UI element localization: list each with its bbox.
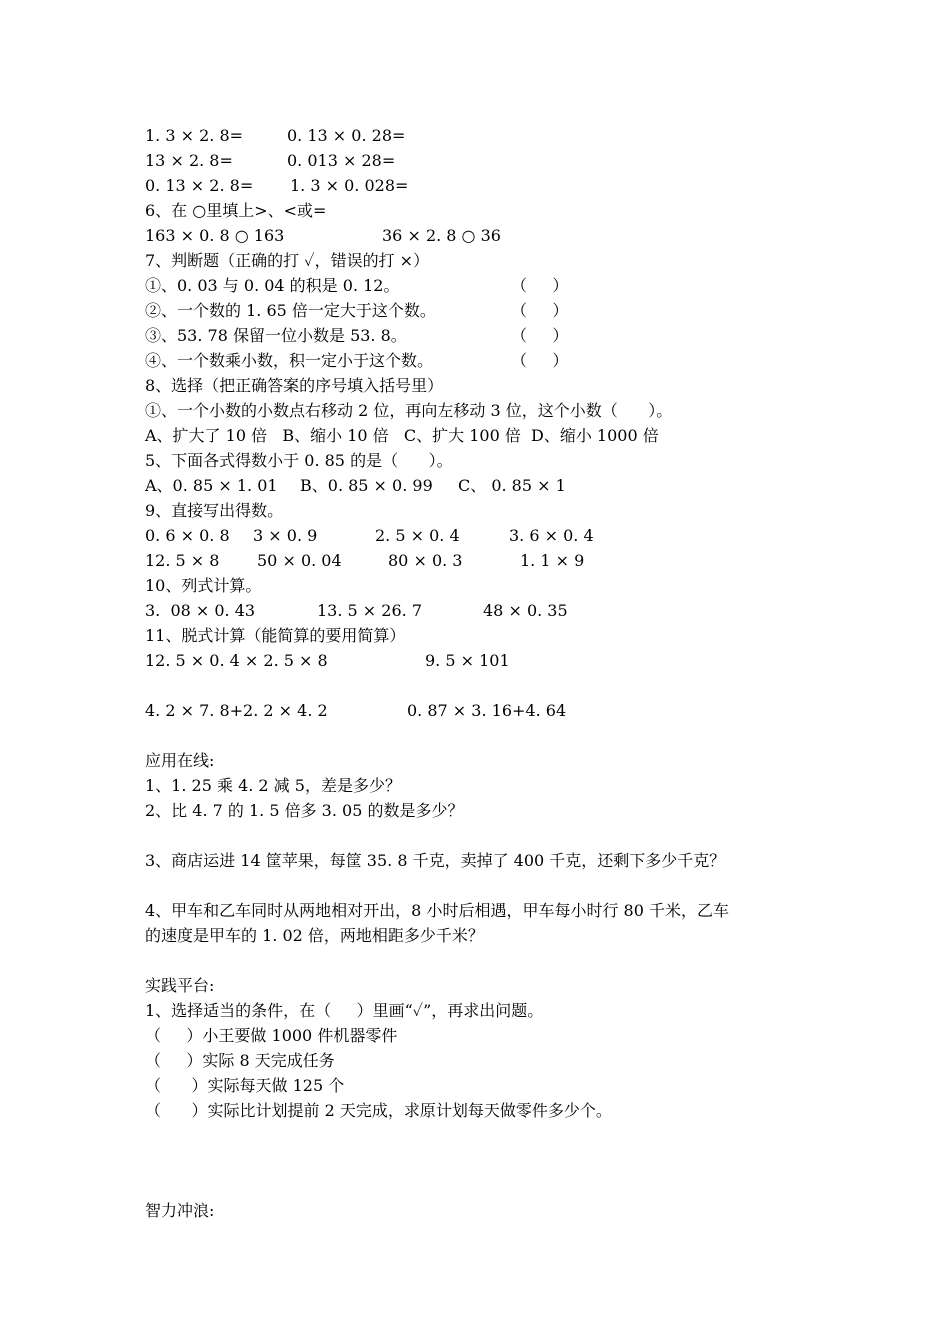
answer-paren: （ ） (511, 276, 569, 295)
expr: 0. 13 × 0. 28= (287, 126, 406, 145)
q8-options-5 (145, 476, 566, 498)
app-problem-3: 3、商店运进 14 筐苹果，每筐 35. 8 千克，卖掉了 400 千克，还剩下多少千克？ (145, 851, 726, 870)
answer-paren: （ ） (511, 326, 569, 345)
app-section-title: 应用在线: (145, 751, 215, 770)
expr: 0. 13 × 2. 8= (145, 176, 254, 195)
app-problem-2: 2、比 4. 7 的 1. 5 倍多 3. 05 的数是多少？ (145, 801, 464, 820)
judge-text: ④、一个数乘小数，积一定小于这个数。 (145, 351, 434, 370)
practice-option: （ ）小王要做 1000 件机器零件 (145, 1026, 398, 1045)
calc-row-1 (145, 126, 406, 148)
calc-row-3 (145, 176, 409, 198)
q8-options-1: A、扩大了 10 倍 B、缩小 10 倍 C、扩大 100 倍 D、缩小 1000 倍 (145, 426, 659, 445)
practice-section-title: 实践平台: (145, 976, 215, 995)
practice-option: （ ）实际 8 天完成任务 (145, 1051, 335, 1070)
judge-text: ③、53. 78 保留一位小数是 53. 8。 (145, 326, 407, 345)
option-c: C、 0. 85 × 1 (458, 476, 566, 495)
practice-problem-1: 1、选择适当的条件，在（ ）里画“✓”，再求出问题。 (145, 1001, 544, 1020)
brain-section-title: 智力冲浪: (145, 1201, 215, 1220)
q8-question-5: 5、下面各式得数小于 0. 85 的是（ ）。 (145, 451, 453, 470)
expr: 0. 87 × 3. 16+4. 64 (407, 701, 567, 720)
option-b: B、0. 85 × 0. 99 (300, 476, 433, 495)
expr: 1. 3 × 0. 028= (290, 176, 409, 195)
q6-row (145, 226, 501, 248)
option-a: A、0. 85 × 1. 01 (145, 476, 278, 495)
calc-row-2 (145, 151, 396, 173)
q7-item (145, 301, 569, 323)
q8-question-1: ①、一个小数的小数点右移动 2 位，再向左移动 3 位，这个小数（ ）。 (145, 401, 673, 420)
judge-text: ①、0. 03 与 0. 04 的积是 0. 12。 (145, 276, 400, 295)
q10-row (145, 601, 568, 623)
expr: 12. 5 × 0. 4 × 2. 5 × 8 (145, 651, 328, 670)
compare-item: 163 × 0. 8 ○ 163 (145, 226, 285, 245)
expr: 13. 5 × 26. 7 (317, 601, 422, 620)
expr: 1. 3 × 2. 8= (145, 126, 244, 145)
q10-title: 10、列式计算。 (145, 576, 262, 595)
q7-item (145, 351, 569, 373)
expr: 3. 6 × 0. 4 (509, 526, 594, 545)
expr: 0. 6 × 0. 8 (145, 526, 230, 545)
q8-title: 8、选择（把正确答案的序号填入括号里） (145, 376, 444, 395)
q7-title: 7、判断题（正确的打 ✓，错误的打 ×） (145, 251, 430, 270)
expr: 13 × 2. 8= (145, 151, 233, 170)
q9-row-2 (145, 551, 585, 573)
practice-option: （ ）实际每天做 125 个 (145, 1076, 345, 1095)
app-problem-4-line-1: 4、甲车和乙车同时从两地相对开出，8 小时后相遇，甲车每小时行 80 千米，乙车 (145, 901, 729, 920)
expr: 2. 5 × 0. 4 (375, 526, 460, 545)
q11-row-1 (145, 651, 510, 673)
q9-title: 9、直接写出得数。 (145, 501, 284, 520)
compare-item: 36 × 2. 8 ○ 36 (382, 226, 501, 245)
expr: 4. 2 × 7. 8+2. 2 × 4. 2 (145, 701, 328, 720)
judge-text: ②、一个数的 1. 65 倍一定大于这个数。 (145, 301, 436, 320)
answer-paren: （ ） (511, 351, 569, 370)
expr: 9. 5 × 101 (425, 651, 510, 670)
answer-paren: （ ） (511, 301, 569, 320)
expr: 1. 1 × 9 (520, 551, 585, 570)
q7-item (145, 326, 569, 348)
app-problem-4-line-2: 的速度是甲车的 1. 02 倍，两地相距多少千米？ (145, 926, 484, 945)
practice-option: （ ）实际比计划提前 2 天完成，求原计划每天做零件多少个。 (145, 1101, 612, 1120)
q11-title: 11、脱式计算（能简算的要用简算） (145, 626, 406, 645)
expr: 3. 08 × 0. 43 (145, 601, 256, 620)
q9-row-1 (145, 526, 594, 548)
expr: 0. 013 × 28= (287, 151, 396, 170)
q6-title: 6、在 ○里填上>、<或= (145, 201, 327, 220)
expr: 48 × 0. 35 (483, 601, 568, 620)
expr: 12. 5 × 8 (145, 551, 220, 570)
expr: 3 × 0. 9 (253, 526, 318, 545)
q11-row-2 (145, 701, 567, 723)
expr: 80 × 0. 3 (388, 551, 463, 570)
app-problem-1: 1、1. 25 乘 4. 2 减 5，差是多少？ (145, 776, 401, 795)
expr: 50 × 0. 04 (257, 551, 342, 570)
q7-item (145, 276, 569, 298)
